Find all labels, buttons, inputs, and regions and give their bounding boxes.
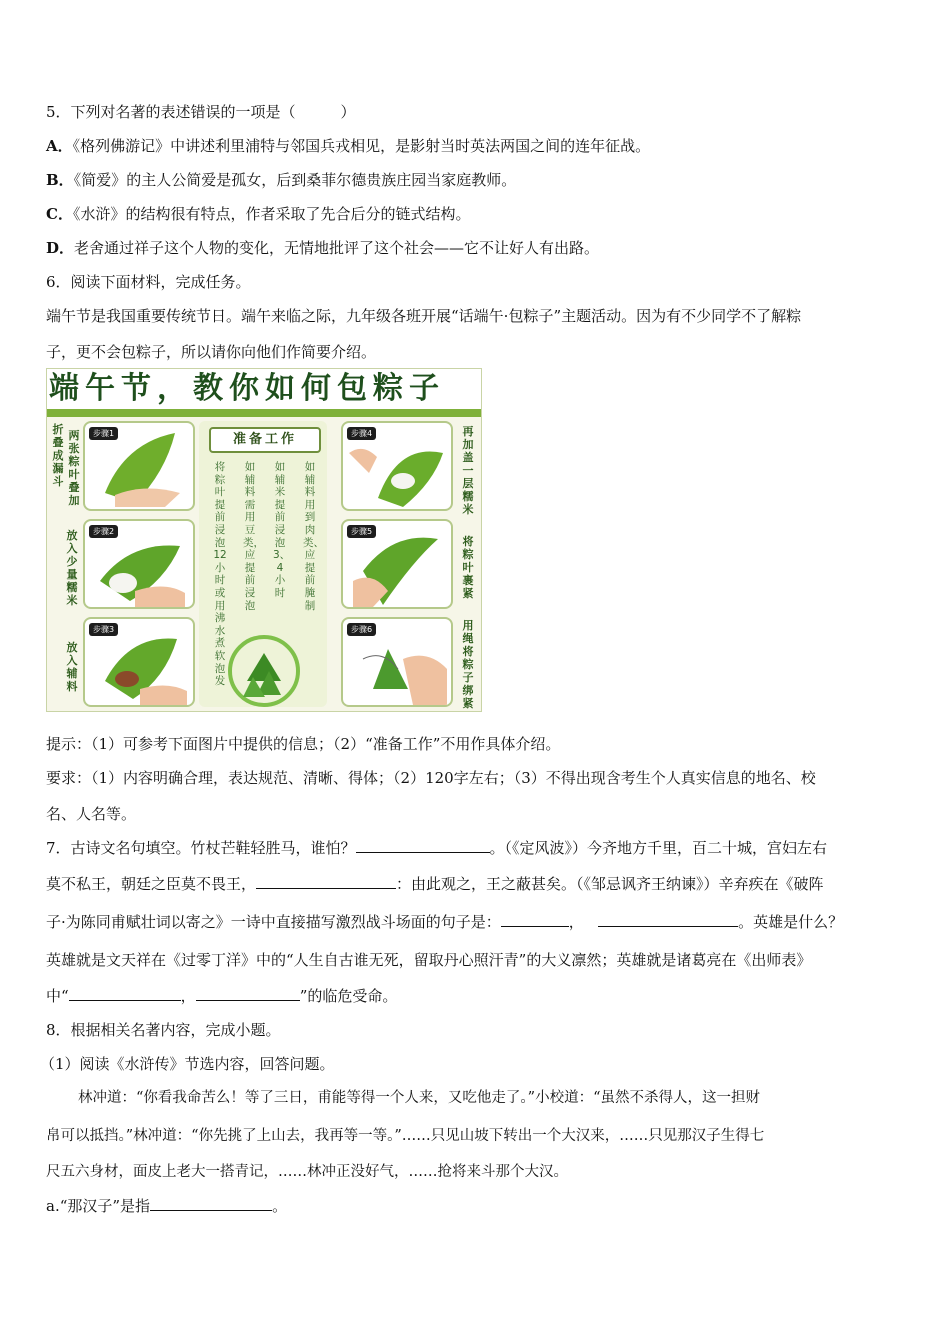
- answer-blank[interactable]: [150, 1196, 272, 1211]
- q7-line4: 英雄就是文天祥在《过零丁洋》中的“人生自古谁无死，留取丹心照汗青”的大义凛然；英雄就是诸葛亮在《出师表》: [46, 951, 812, 969]
- step2-caption: 放入少量糯米: [66, 529, 78, 607]
- q7-text: 子·为陈同甫赋壮词以寄之》一诗中直接描写激烈战斗场面的句子是：: [46, 913, 501, 931]
- figure-title: 端午节，教你如何包粽子: [47, 369, 481, 409]
- excerpt-line2: 帛可以抵挡。”林冲道：“你先挑了上山去，我再等一等。”……只见山坡下转出一个大汉来，……只见那汉子生得七: [46, 1128, 765, 1144]
- answer-blank[interactable]: [256, 874, 396, 889]
- q7-text: 莫不私王，朝廷之臣莫不畏王，: [46, 875, 257, 893]
- answer-blank[interactable]: [196, 986, 300, 1001]
- q7-line5: [46, 986, 397, 1006]
- question-a-end: 。: [272, 1197, 288, 1215]
- excerpt-line3: 尺五六身材，面皮上老大一搭青记，……林冲正没好气，……抢将来斗那个大汉。: [46, 1164, 568, 1180]
- step1-caption: 折叠成漏斗: [52, 423, 64, 488]
- prep-title: 准备工作: [209, 427, 321, 453]
- option-text: 老舍通过祥子这个人物的变化，无情地批评了这个社会——它不让好人有出路。: [74, 239, 600, 257]
- step1-badge: 步骤1: [89, 427, 118, 440]
- q6-requirements-line1: 要求：（1）内容明确合理，表达规范、清晰、得体；（2）120字左右；（3）不得出现含考生个人真实信息的地名、校: [46, 769, 816, 787]
- option-letter: B．: [46, 171, 74, 189]
- step2-badge: 步骤2: [89, 525, 118, 538]
- prep-step-beans: 如辅料需用豆类，应提前浸泡: [243, 461, 264, 612]
- q6-stem: 6．阅读下面材料，完成任务。: [46, 273, 251, 291]
- answer-blank[interactable]: [598, 912, 738, 927]
- q6-hint: 提示：（1）可参考下面图片中提供的信息；（2）“准备工作”不用作具体介绍。: [46, 735, 561, 753]
- q8-stem: 8．根据相关名著内容，完成小题。: [46, 1021, 281, 1039]
- step3-badge: 步骤3: [89, 623, 118, 636]
- step4-caption: 再加盖一层糯米: [462, 425, 474, 516]
- option-text: 《水浒》的结构很有特点，作者采取了先合后分的链式结构。: [72, 205, 471, 223]
- figure-band: [47, 409, 481, 417]
- q7-text: ：由此观之，王之蔽甚矣。（《邹忌讽齐王纳谏》）辛弃疾在《破阵: [396, 875, 824, 893]
- option-letter: C．: [46, 205, 73, 223]
- prep-step-meat: 如辅料用到肉类、应提前腌制: [303, 461, 324, 612]
- step6-panel: [341, 617, 453, 707]
- answer-blank[interactable]: [69, 986, 181, 1001]
- q7-line1: [46, 838, 827, 858]
- option-text: 《格列佛游记》中讲述利里浦特与邻国兵戎相见，是影射当时英法两国之间的连年征战。: [72, 137, 651, 155]
- step5-caption: 将粽叶裹紧: [462, 535, 474, 600]
- step3-caption: 放入辅料: [66, 641, 78, 693]
- prep-section: [199, 421, 327, 707]
- q7-text: 。（《定风波》）今齐地方千里，百二十城，宫妇左右: [489, 839, 828, 857]
- q6-paragraph-line1: 端午节是我国重要传统节日。端午来临之际，九年级各班开展“话端午·包粽子”主题活动。因为有不少同学不了解粽: [46, 307, 802, 325]
- step5-panel: [341, 519, 453, 609]
- q5-option-d: [46, 238, 599, 258]
- zongzi-bundle-icon: [219, 631, 309, 707]
- option-text: 《简爱》的主人公简爱是孤女，后到桑菲尔德贵族庄园当家庭教师。: [73, 171, 517, 189]
- prep-step-rice: 如辅米提前浸泡3、4小时: [273, 461, 291, 599]
- q7-text: ，: [568, 913, 584, 931]
- q5-option-c: [46, 204, 470, 224]
- option-letter: D．: [46, 239, 75, 257]
- q5-option-a: [46, 136, 650, 156]
- prep-step-soak-leaves: 将粽叶提前浸泡12小时或用沸水煮软泡发: [213, 461, 227, 688]
- q7-text: ，: [180, 987, 196, 1005]
- step5-badge: 步骤5: [347, 525, 376, 538]
- q7-text: 。英雄是什么？: [738, 913, 844, 931]
- step4-panel: [341, 421, 453, 511]
- question-a-text: a.“那汉子”是指: [46, 1197, 151, 1215]
- zongzi-figure: [46, 368, 482, 712]
- q8-subquestion-1: （1）阅读《水浒传》节选内容，回答问题。: [40, 1055, 335, 1073]
- q6-requirements-line2: 名、人名等。: [46, 805, 137, 823]
- q7-line3: [46, 912, 843, 932]
- q5-stem: 5．下列对名著的表述错误的一项是（ ）: [46, 103, 356, 121]
- q7-line2: [46, 874, 824, 894]
- q6-paragraph-line2: 子，更不会包粽子，所以请你向他们作简要介绍。: [46, 343, 377, 361]
- step4-badge: 步骤4: [347, 427, 376, 440]
- step1-panel: [83, 421, 195, 511]
- step6-caption: 用绳将粽子绑紧: [462, 619, 474, 710]
- option-letter: A．: [46, 137, 73, 155]
- q8-question-a: [46, 1196, 287, 1216]
- q7-text: 7．古诗文名句填空。竹杖芒鞋轻胜马，谁怕？: [46, 839, 356, 857]
- q5-option-b: [46, 170, 516, 190]
- q7-text: 中“: [46, 987, 69, 1005]
- answer-blank[interactable]: [356, 838, 490, 853]
- q7-text: ”的临危受命。: [299, 987, 398, 1005]
- step3-panel: [83, 617, 195, 707]
- answer-blank[interactable]: [501, 912, 569, 927]
- step1-caption-extra: 两张粽叶叠加: [68, 429, 80, 507]
- excerpt-line1: 林冲道：“你看我命苦么！等了三日，甫能等得一个人来，又吃他走了。”小校道：“虽然不杀得人，这一担财: [78, 1090, 760, 1106]
- step6-badge: 步骤6: [347, 623, 376, 636]
- step2-panel: [83, 519, 195, 609]
